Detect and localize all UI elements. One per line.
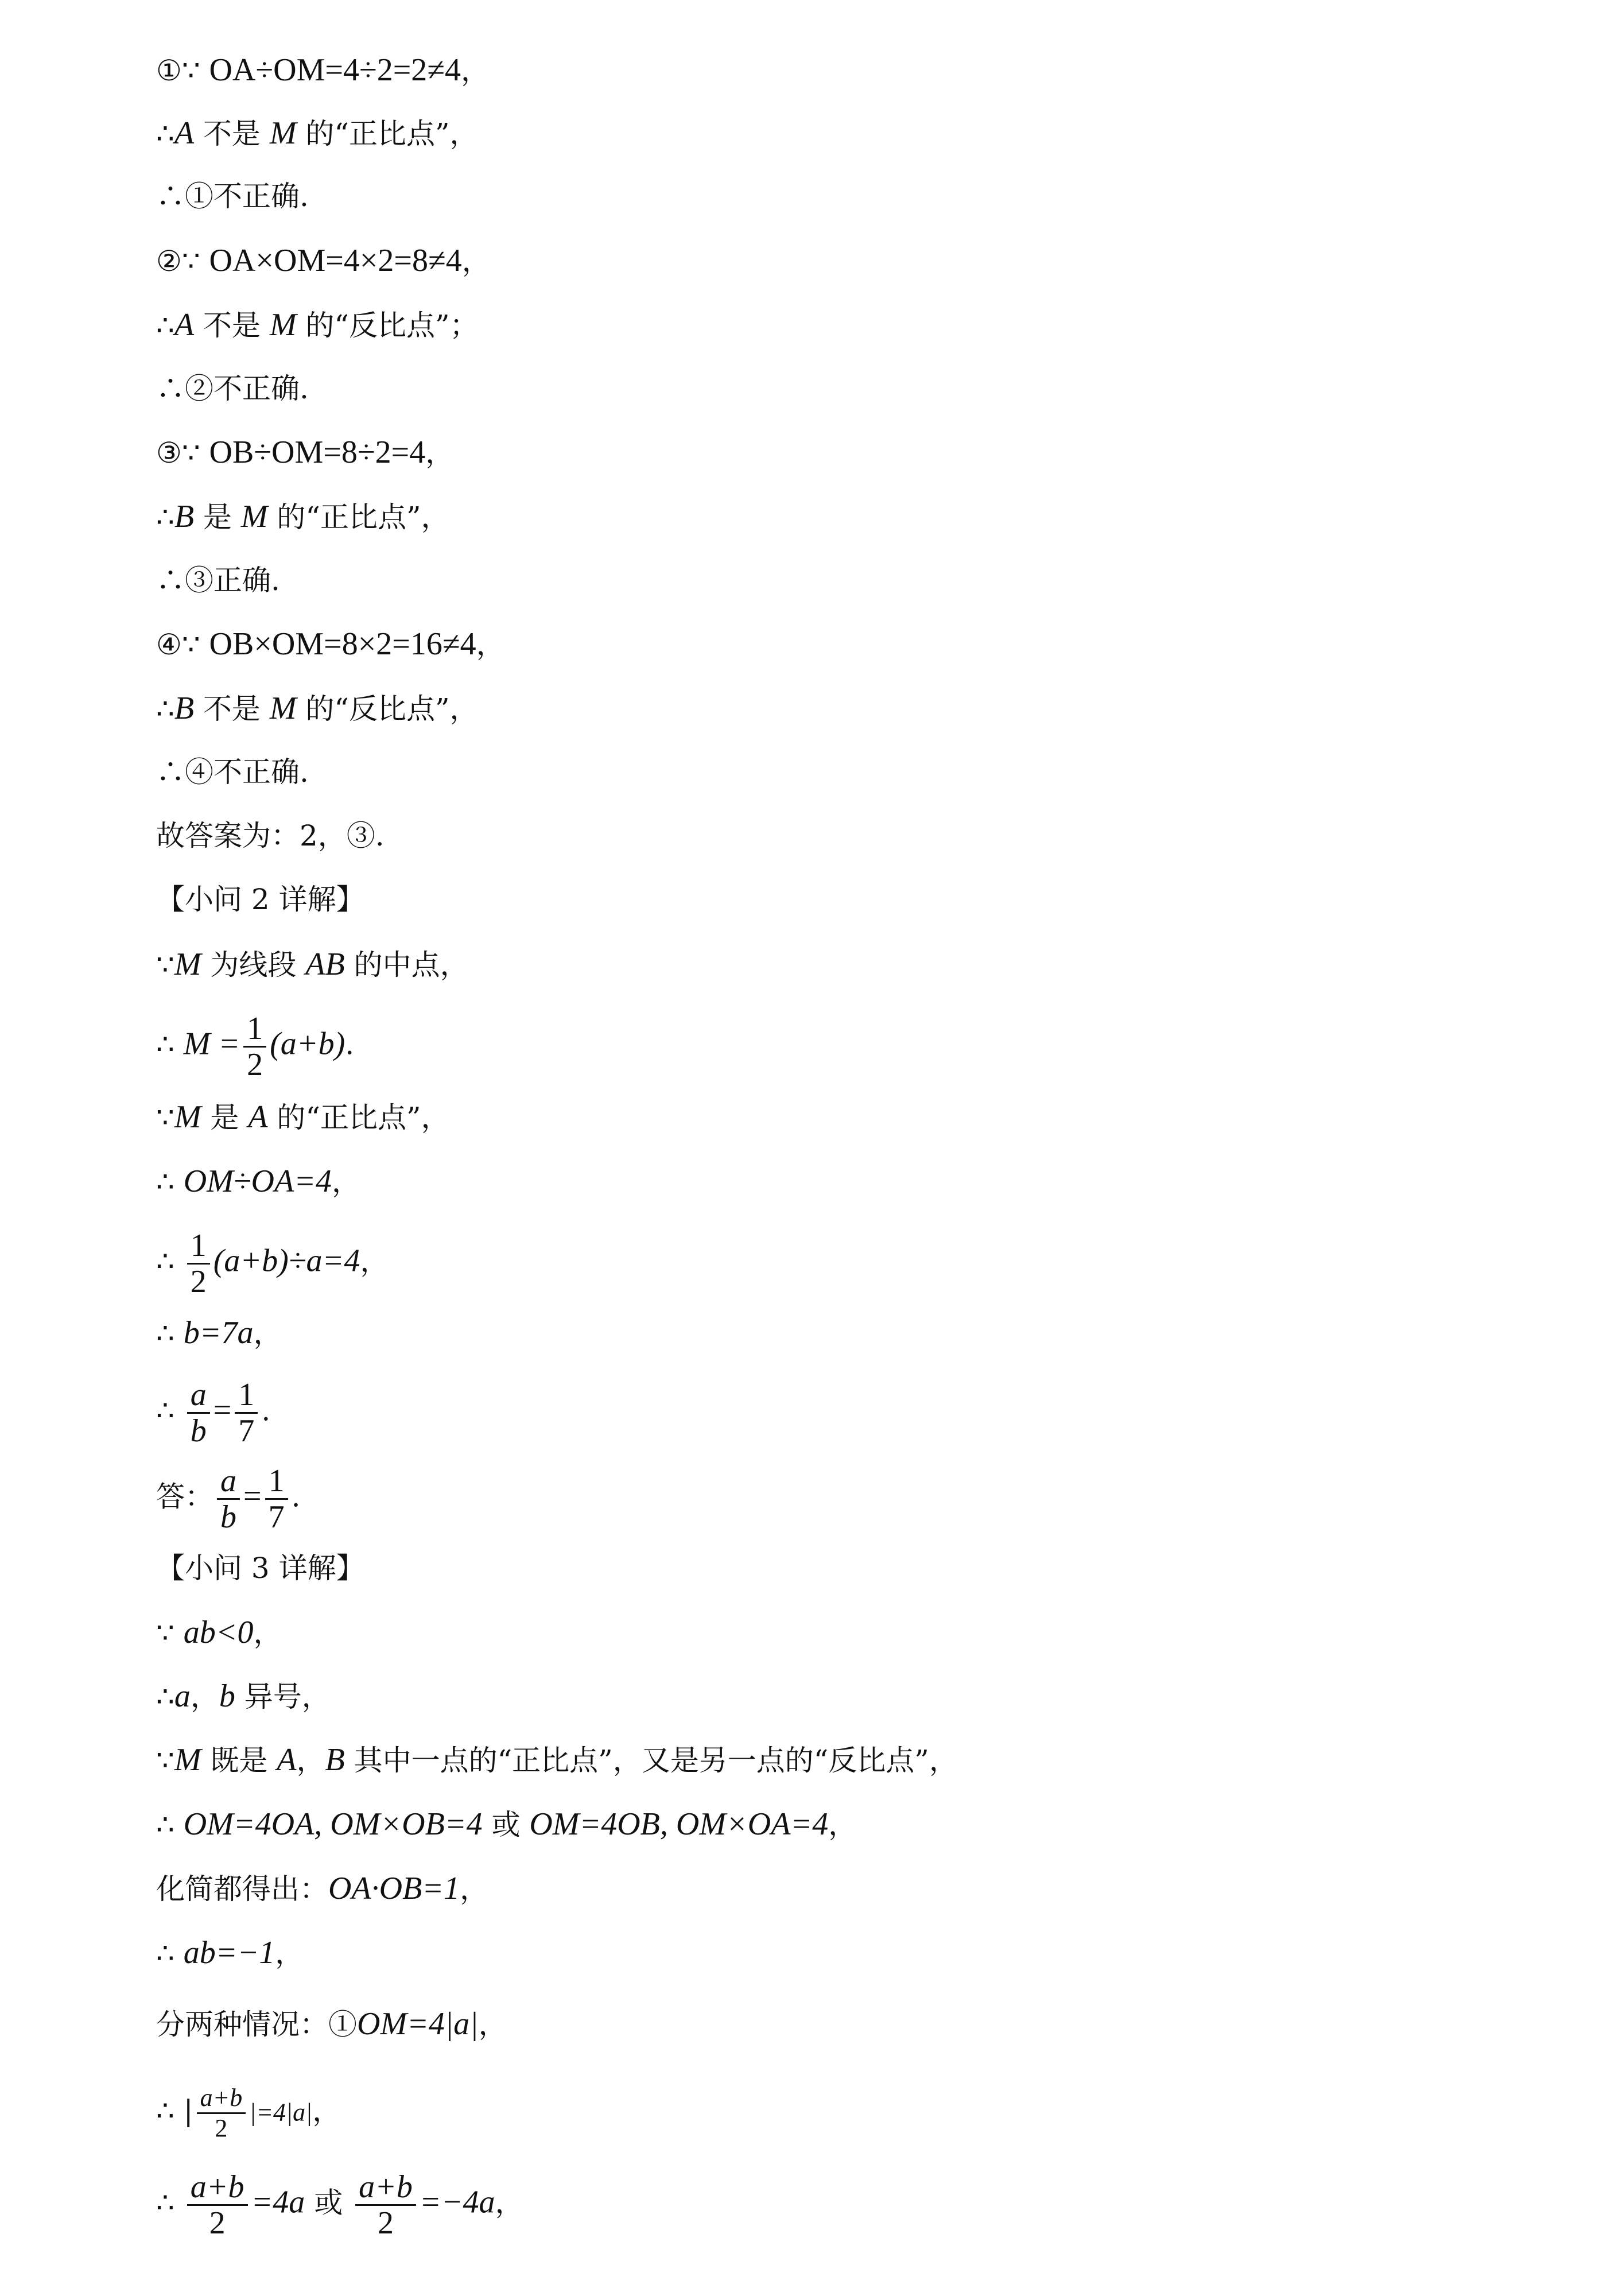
part-3-line-9: ∴ $\frac{a+b}{2}$ =4a 或 $\frac{a+b}{2}$ =−4a， [156, 2169, 524, 2241]
fraction-a-plus-b-over-2: $\frac{a+b}{2}$ [197, 2084, 246, 2143]
part-3-line-5: 化简都得出：OA·OB=1， [156, 1871, 489, 1906]
solution-line-7: ③∵ OB÷OM=8÷2=4， [156, 435, 455, 470]
part-2-line-7: ∴ $\frac{a}{b}$ = $\frac{1}{7}$ . [156, 1377, 271, 1449]
solution-line-8: ∴B 是 M 的“正比点”， [156, 499, 450, 534]
solution-line-2: ∴A 不是 M 的“正比点”， [156, 115, 479, 151]
part-3-line-2: ∴a，b 异号， [156, 1678, 331, 1714]
answer-line-part-2: 答： $\frac{a}{b}$ = $\frac{1}{7}$ . [156, 1463, 301, 1535]
part-2-line-6: ∴ b=7a， [156, 1315, 282, 1351]
part-3-line-4: ∴ OM=4OA, OM×OB=4 或 OM=4OB, OM×OA=4， [156, 1806, 857, 1842]
part-3-line-7: 分两种情况：①OM=4|a|， [156, 2006, 507, 2042]
solution-line-3: ∴①不正确. [156, 180, 309, 213]
fraction-a-plus-b-over-2: $\frac{a+b}{2}$ [355, 2170, 416, 2240]
part-2-line-5: ∴ $\frac{1}{2}$ (a+b)÷a=4， [156, 1228, 389, 1300]
part-2-line-4: ∴ OM÷OA=4， [156, 1163, 360, 1199]
fraction-one-half: $\frac{1}{2}$ [243, 1011, 266, 1082]
part-3-line-6: ∴ ab=−1， [156, 1935, 304, 1971]
fraction-a-over-b: $\frac{a}{b}$ [187, 1378, 210, 1448]
fraction-one-seventh: $\frac{1}{7}$ [235, 1378, 258, 1448]
solution-line-11: ∴B 不是 M 的“反比点”， [156, 691, 479, 726]
section-heading-part-3: 【小问 3 详解】 [156, 1552, 365, 1585]
solution-line-1: ①∵ OA÷OM=4÷2=2≠4， [156, 52, 490, 88]
part-3-line-3: ∵M 既是 A，B 其中一点的“正比点”，又是另一点的“反比点”， [156, 1742, 958, 1778]
section-heading-part-2: 【小问 2 详解】 [156, 883, 365, 916]
part-2-line-1: ∵M 为线段 AB 的中点， [156, 947, 469, 982]
part-3-line-8: ∴ | $\frac{a+b}{2}$ |=4|a|， [156, 2084, 341, 2142]
fraction-one-seventh: $\frac{1}{7}$ [265, 1464, 288, 1534]
solution-line-9: ∴③正确. [156, 564, 280, 597]
answer-line-part-1: 故答案为：2，③. [156, 819, 385, 852]
solution-line-12: ∴④不正确. [156, 755, 309, 789]
solution-line-5: ∴A 不是 M 的“反比点”； [156, 307, 479, 343]
solution-line-4: ②∵ OA×OM=4×2=8≠4， [156, 243, 491, 278]
part-2-line-2: ∴ M = $\frac{1}{2}$ (a+b). [156, 1011, 355, 1083]
solution-line-10: ④∵ OB×OM=8×2=16≠4， [156, 626, 505, 662]
part-3-line-1: ∵ ab<0， [156, 1615, 282, 1650]
fraction-a-over-b: $\frac{a}{b}$ [217, 1464, 240, 1534]
fraction-one-half: $\frac{1}{2}$ [187, 1228, 210, 1299]
fraction-a-plus-b-over-2: $\frac{a+b}{2}$ [187, 2170, 248, 2240]
part-2-line-3: ∵M 是 A 的“正比点”， [156, 1099, 450, 1135]
solution-line-6: ∴②不正确. [156, 372, 309, 405]
